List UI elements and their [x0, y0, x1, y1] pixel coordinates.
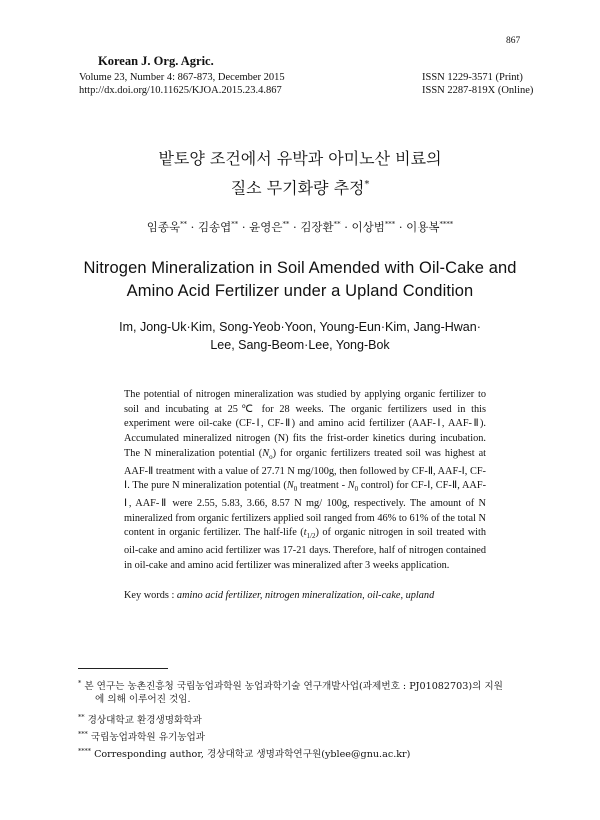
author-separator: · — [398, 220, 403, 234]
abstract-text: ) of organic nitrogen in soil treated with oil-cake and amino acid fertilizer was 17-21 days. Therefore, half of nitrogen contained in oil-cake and amino acid fertilizer was mineralized after 3 weeks application. — [124, 527, 487, 571]
symbol-n: N — [262, 447, 270, 459]
author-name: 임종욱 — [146, 220, 181, 234]
doi-link[interactable]: http://dx.doi.org/10.11625/KJOA.2015.23.4.867 — [79, 85, 282, 96]
issn-online: ISSN 2287-819X (Online) — [422, 85, 534, 96]
footnote-text: Corresponding author, 경상대학교 생명과학연구원(yblee@gnu.ac.kr) — [94, 749, 411, 761]
footnote-text: 경상대학교 환경생명화학과 — [87, 715, 202, 727]
footnote-mark: *** — [78, 730, 88, 738]
author-separator: · — [190, 220, 195, 234]
footnote-text: 국립농업과학원 유기농업과 — [90, 732, 206, 744]
author-mark: ** — [282, 220, 290, 229]
symbol-sub: 1/2 — [306, 532, 316, 541]
keywords-label: Key words : — [124, 590, 177, 601]
volume-info: Volume 23, Number 4: 867-873, December 2015 — [79, 72, 285, 83]
author-mark: ** — [180, 220, 187, 229]
symbol-sub: 0 — [293, 485, 298, 494]
symbol-t: t — [303, 527, 307, 539]
author-mark: ** — [333, 220, 341, 229]
english-authors-line2: Lee, Sang-Beom·Lee, Yong-Bok — [210, 338, 390, 352]
footnote-mark: **** — [78, 747, 91, 755]
keywords-text: amino acid fertilizer, nitrogen mineralization, oil-cake, upland — [176, 590, 435, 601]
symbol-n: N — [347, 480, 355, 492]
footnote-mark: ** — [78, 713, 85, 721]
english-title-line2: Amino Acid Fertilizer under a Upland Condition — [126, 282, 474, 300]
author-name: 이용복 — [406, 220, 440, 234]
footnote — [78, 727, 518, 745]
footnote — [78, 744, 518, 762]
author-name: 김송엽 — [197, 220, 232, 234]
author-name: 이상범 — [351, 220, 385, 234]
korean-title — [0, 146, 600, 201]
footnote-mark: * — [78, 679, 82, 687]
footnote — [95, 692, 535, 707]
journal-name: Korean J. Org. Agric. — [98, 54, 214, 68]
symbol-sub: 0 — [354, 485, 359, 494]
page-number: 867 — [506, 36, 521, 46]
issn-info — [422, 71, 533, 97]
author-separator: · — [344, 220, 348, 234]
abstract-text: ) for organic fertilizers treated soil was highest at AAF-Ⅱ treatment with a value of 27.71 N mg/100g, then followed by CF-Ⅱ, AAF-Ⅰ, CF-Ⅰ. The pure N mineralization potential ( — [124, 447, 487, 492]
keywords — [124, 590, 434, 601]
abstract — [124, 388, 486, 574]
korean-title-line1: 밭토양 조건에서 유박과 아미노산 비료의 — [158, 149, 442, 168]
title-footnote-mark: * — [364, 179, 370, 190]
footnote-text: 본 연구는 농촌진흥청 국립농업과학원 농업과학기술 연구개발사업(과제번호 : PJ01082703)의 지원 — [84, 681, 503, 693]
korean-authors — [0, 219, 600, 235]
author-separator: · — [293, 220, 297, 234]
author-separator: · — [241, 220, 246, 234]
symbol-n: N — [286, 480, 294, 492]
english-authors-line1: Im, Jong-Uk·Kim, Song-Yeob·Yoon, Young-Eun·Kim, Jang-Hwan· — [119, 320, 481, 334]
abstract-text: control) for CF-Ⅰ, CF-Ⅱ, AAF-Ⅰ, AAF-Ⅱ were 2.55, 5.83, 3.66, 8.57 N mg/ 100g, respectively. The amount of N mineralized from organic fertilizers applied soil ranged from 46% to 61% of the total N content in organic fertilizer. The half-life ( — [124, 480, 486, 539]
korean-title-line2 — [0, 172, 600, 201]
footnote — [78, 710, 518, 728]
author-mark: **** — [439, 220, 454, 229]
symbol-sub: o — [269, 452, 273, 461]
author-mark: ** — [231, 220, 239, 229]
english-title — [0, 257, 600, 303]
issn-print: ISSN 1229-3571 (Print) — [422, 72, 523, 83]
english-title-line1: Nitrogen Mineralization in Soil Amended with Oil-Cake and — [83, 259, 517, 277]
english-authors — [0, 318, 600, 354]
author-name: 윤영은 — [249, 220, 283, 234]
footnote-text: 에 의해 이루어진 것임. — [95, 694, 191, 705]
author-name: 김장환 — [300, 220, 334, 234]
footnote-divider — [78, 668, 168, 669]
abstract-text: treatment - — [297, 480, 348, 492]
journal-info — [79, 71, 285, 97]
korean-title-line2-text: 질소 무기화량 추정 — [230, 178, 365, 198]
author-mark: *** — [384, 220, 396, 229]
abstract-text: The potential of nitrogen mineralization was studied by applying organic fertilizer to soil and incubating at 25℃ for 28 weeks. The organic fertilizers used in this experiment were oil-cake (CF-Ⅰ, CF-Ⅱ) and amino acid fertilizer (AAF-Ⅰ, AAF-Ⅱ). Accumulated mineralized nitrogen (N) fits the frist-order kinetics during incubation. The N mineralization potential ( — [124, 389, 486, 459]
